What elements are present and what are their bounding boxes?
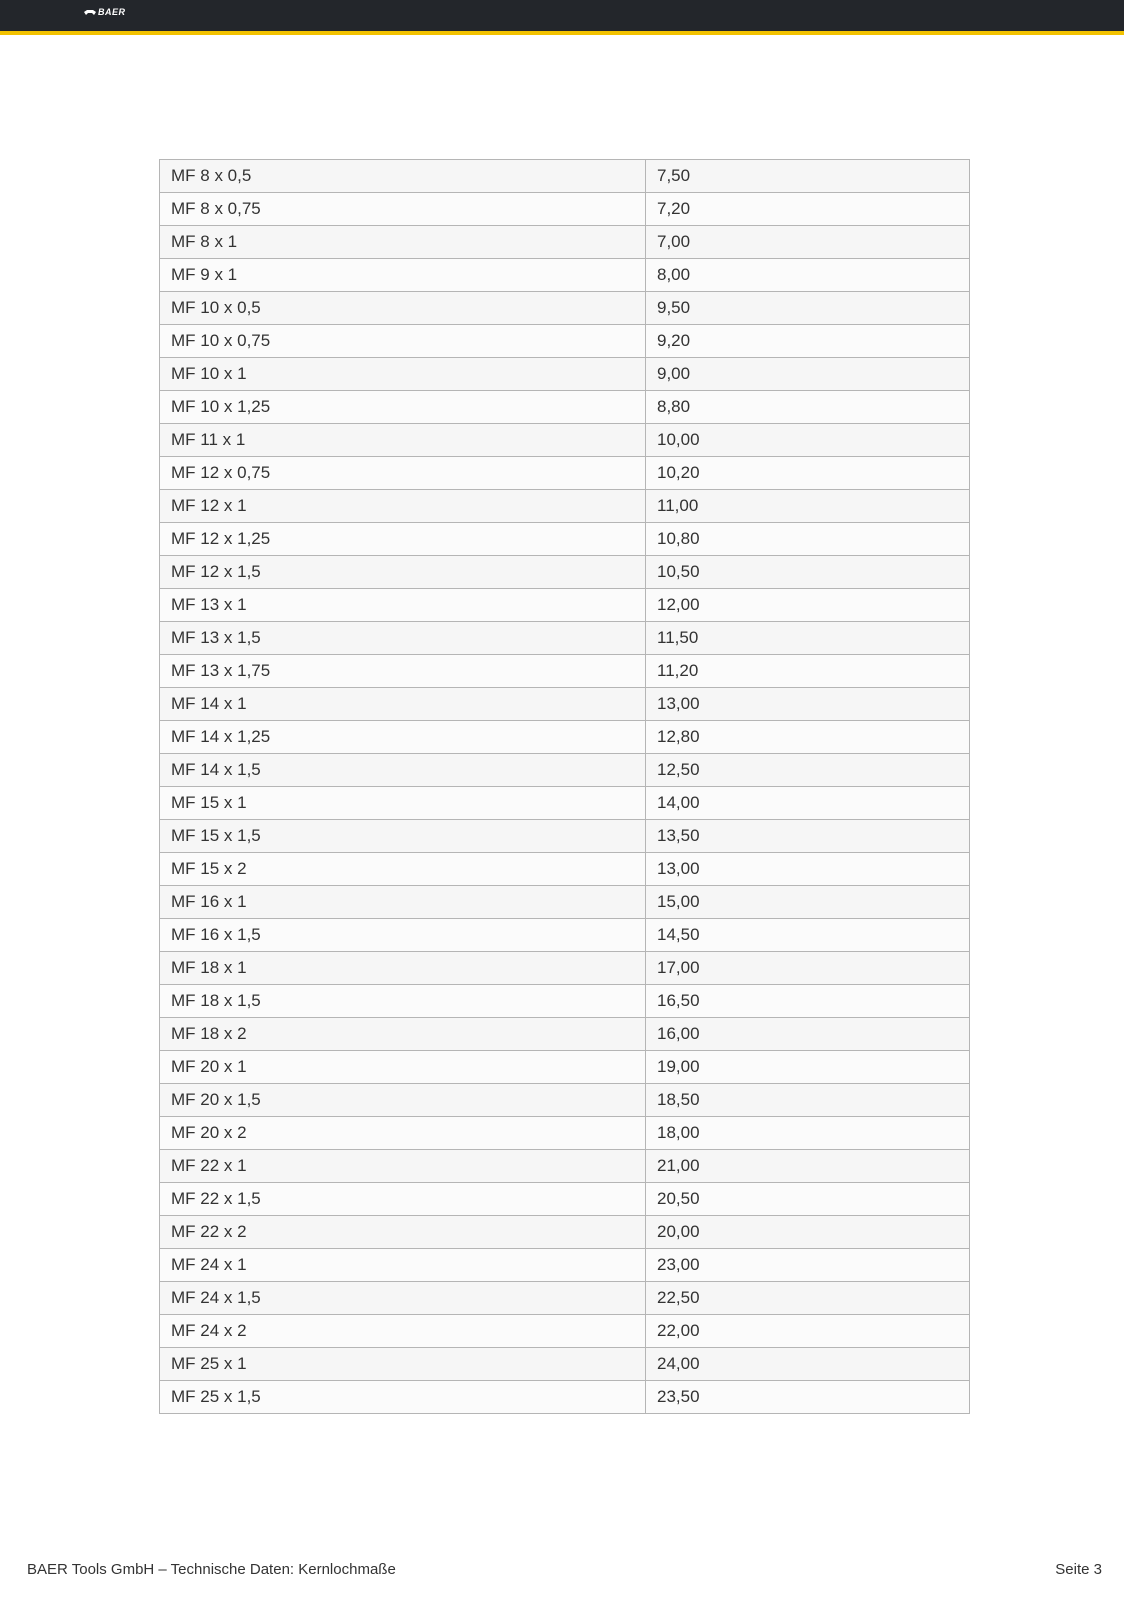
- table-row: [160, 292, 970, 325]
- table-row: [160, 226, 970, 259]
- table-row: [160, 1315, 970, 1348]
- table-row: [160, 787, 970, 820]
- thread-size-cell: MF 24 x 2: [160, 1315, 646, 1348]
- table-row: [160, 886, 970, 919]
- table-row: [160, 820, 970, 853]
- table-row: [160, 1051, 970, 1084]
- thread-size-cell: MF 10 x 1: [160, 358, 646, 391]
- table-row: [160, 523, 970, 556]
- thread-size-cell: MF 10 x 0,5: [160, 292, 646, 325]
- table-row: [160, 358, 970, 391]
- core-hole-diameter-cell: 15,00: [646, 886, 970, 919]
- thread-size-cell: MF 24 x 1: [160, 1249, 646, 1282]
- table-row: [160, 1249, 970, 1282]
- thread-size-cell: MF 15 x 2: [160, 853, 646, 886]
- baer-logo: [84, 7, 126, 17]
- thread-size-cell: MF 10 x 1,25: [160, 391, 646, 424]
- table-row: [160, 457, 970, 490]
- table-row: [160, 325, 970, 358]
- core-hole-diameter-cell: 17,00: [646, 952, 970, 985]
- thread-size-cell: MF 12 x 0,75: [160, 457, 646, 490]
- table-row: [160, 622, 970, 655]
- table-row: [160, 1348, 970, 1381]
- core-hole-diameter-cell: 7,20: [646, 193, 970, 226]
- thread-size-cell: MF 13 x 1,75: [160, 655, 646, 688]
- table-row: [160, 391, 970, 424]
- table-row: [160, 1150, 970, 1183]
- core-hole-diameter-cell: 8,80: [646, 391, 970, 424]
- table-row: [160, 919, 970, 952]
- core-hole-diameter-cell: 10,80: [646, 523, 970, 556]
- thread-size-cell: MF 8 x 1: [160, 226, 646, 259]
- table-row: [160, 259, 970, 292]
- thread-size-cell: MF 25 x 1,5: [160, 1381, 646, 1414]
- thread-size-cell: MF 10 x 0,75: [160, 325, 646, 358]
- thread-size-cell: MF 15 x 1,5: [160, 820, 646, 853]
- thread-size-cell: MF 14 x 1,25: [160, 721, 646, 754]
- thread-size-cell: MF 22 x 1,5: [160, 1183, 646, 1216]
- footer-company-title: BAER Tools GmbH – Technische Daten: Kernlochmaße: [27, 1561, 396, 1578]
- table-row: [160, 424, 970, 457]
- table-row: [160, 1084, 970, 1117]
- core-hole-diameter-cell: 18,50: [646, 1084, 970, 1117]
- thread-size-cell: MF 12 x 1: [160, 490, 646, 523]
- thread-size-cell: MF 24 x 1,5: [160, 1282, 646, 1315]
- bear-icon: [84, 9, 96, 16]
- table-row: [160, 160, 970, 193]
- core-hole-diameter-cell: 23,50: [646, 1381, 970, 1414]
- table-row: [160, 1282, 970, 1315]
- core-hole-diameter-cell: 10,50: [646, 556, 970, 589]
- thread-size-cell: MF 14 x 1: [160, 688, 646, 721]
- core-hole-diameter-cell: 12,00: [646, 589, 970, 622]
- core-hole-diameter-cell: 19,00: [646, 1051, 970, 1084]
- core-hole-diameter-cell: 13,00: [646, 853, 970, 886]
- core-hole-diameter-cell: 22,50: [646, 1282, 970, 1315]
- core-hole-diameter-cell: 9,20: [646, 325, 970, 358]
- logo-text: BAER: [98, 7, 126, 17]
- core-hole-diameter-cell: 16,00: [646, 1018, 970, 1051]
- thread-size-cell: MF 8 x 0,75: [160, 193, 646, 226]
- core-hole-diameter-cell: 9,00: [646, 358, 970, 391]
- thread-size-cell: MF 11 x 1: [160, 424, 646, 457]
- thread-size-cell: MF 14 x 1,5: [160, 754, 646, 787]
- table-row: [160, 193, 970, 226]
- core-hole-diameter-cell: 12,80: [646, 721, 970, 754]
- table-row: [160, 952, 970, 985]
- thread-size-cell: MF 16 x 1: [160, 886, 646, 919]
- core-hole-diameter-cell: 12,50: [646, 754, 970, 787]
- thread-size-cell: MF 8 x 0,5: [160, 160, 646, 193]
- thread-size-cell: MF 15 x 1: [160, 787, 646, 820]
- table-row: [160, 1381, 970, 1414]
- table-row: [160, 688, 970, 721]
- core-hole-diameter-cell: 11,20: [646, 655, 970, 688]
- thread-size-cell: MF 13 x 1,5: [160, 622, 646, 655]
- core-hole-diameter-cell: 22,00: [646, 1315, 970, 1348]
- thread-size-cell: MF 20 x 1: [160, 1051, 646, 1084]
- core-hole-diameter-cell: 14,50: [646, 919, 970, 952]
- table-row: [160, 1117, 970, 1150]
- thread-size-cell: MF 9 x 1: [160, 259, 646, 292]
- table-row: [160, 1183, 970, 1216]
- thread-size-cell: MF 16 x 1,5: [160, 919, 646, 952]
- table-row: [160, 655, 970, 688]
- table-row: [160, 589, 970, 622]
- thread-size-cell: MF 12 x 1,25: [160, 523, 646, 556]
- thread-size-cell: MF 13 x 1: [160, 589, 646, 622]
- core-hole-diameter-cell: 9,50: [646, 292, 970, 325]
- core-hole-diameter-cell: 7,00: [646, 226, 970, 259]
- core-hole-diameter-cell: 11,50: [646, 622, 970, 655]
- page-header: [0, 0, 1124, 35]
- core-hole-diameter-cell: 7,50: [646, 160, 970, 193]
- table-body: [160, 160, 970, 1414]
- core-hole-diameter-cell: 10,20: [646, 457, 970, 490]
- thread-size-table: [159, 159, 970, 1414]
- thread-size-cell: MF 20 x 1,5: [160, 1084, 646, 1117]
- core-hole-diameter-cell: 11,00: [646, 490, 970, 523]
- core-hole-diameter-cell: 21,00: [646, 1150, 970, 1183]
- thread-size-cell: MF 25 x 1: [160, 1348, 646, 1381]
- thread-size-table-container: [159, 159, 969, 1414]
- core-hole-diameter-cell: 24,00: [646, 1348, 970, 1381]
- core-hole-diameter-cell: 18,00: [646, 1117, 970, 1150]
- table-row: [160, 985, 970, 1018]
- core-hole-diameter-cell: 20,50: [646, 1183, 970, 1216]
- table-row: [160, 556, 970, 589]
- table-row: [160, 1216, 970, 1249]
- table-row: [160, 721, 970, 754]
- table-row: [160, 853, 970, 886]
- table-row: [160, 490, 970, 523]
- thread-size-cell: MF 22 x 2: [160, 1216, 646, 1249]
- core-hole-diameter-cell: 16,50: [646, 985, 970, 1018]
- thread-size-cell: MF 18 x 2: [160, 1018, 646, 1051]
- core-hole-diameter-cell: 20,00: [646, 1216, 970, 1249]
- thread-size-cell: MF 12 x 1,5: [160, 556, 646, 589]
- table-row: [160, 1018, 970, 1051]
- footer-page-number: Seite 3: [1055, 1561, 1102, 1578]
- core-hole-diameter-cell: 23,00: [646, 1249, 970, 1282]
- core-hole-diameter-cell: 13,50: [646, 820, 970, 853]
- thread-size-cell: MF 18 x 1: [160, 952, 646, 985]
- table-row: [160, 754, 970, 787]
- core-hole-diameter-cell: 8,00: [646, 259, 970, 292]
- core-hole-diameter-cell: 13,00: [646, 688, 970, 721]
- core-hole-diameter-cell: 10,00: [646, 424, 970, 457]
- thread-size-cell: MF 18 x 1,5: [160, 985, 646, 1018]
- thread-size-cell: MF 22 x 1: [160, 1150, 646, 1183]
- thread-size-cell: MF 20 x 2: [160, 1117, 646, 1150]
- core-hole-diameter-cell: 14,00: [646, 787, 970, 820]
